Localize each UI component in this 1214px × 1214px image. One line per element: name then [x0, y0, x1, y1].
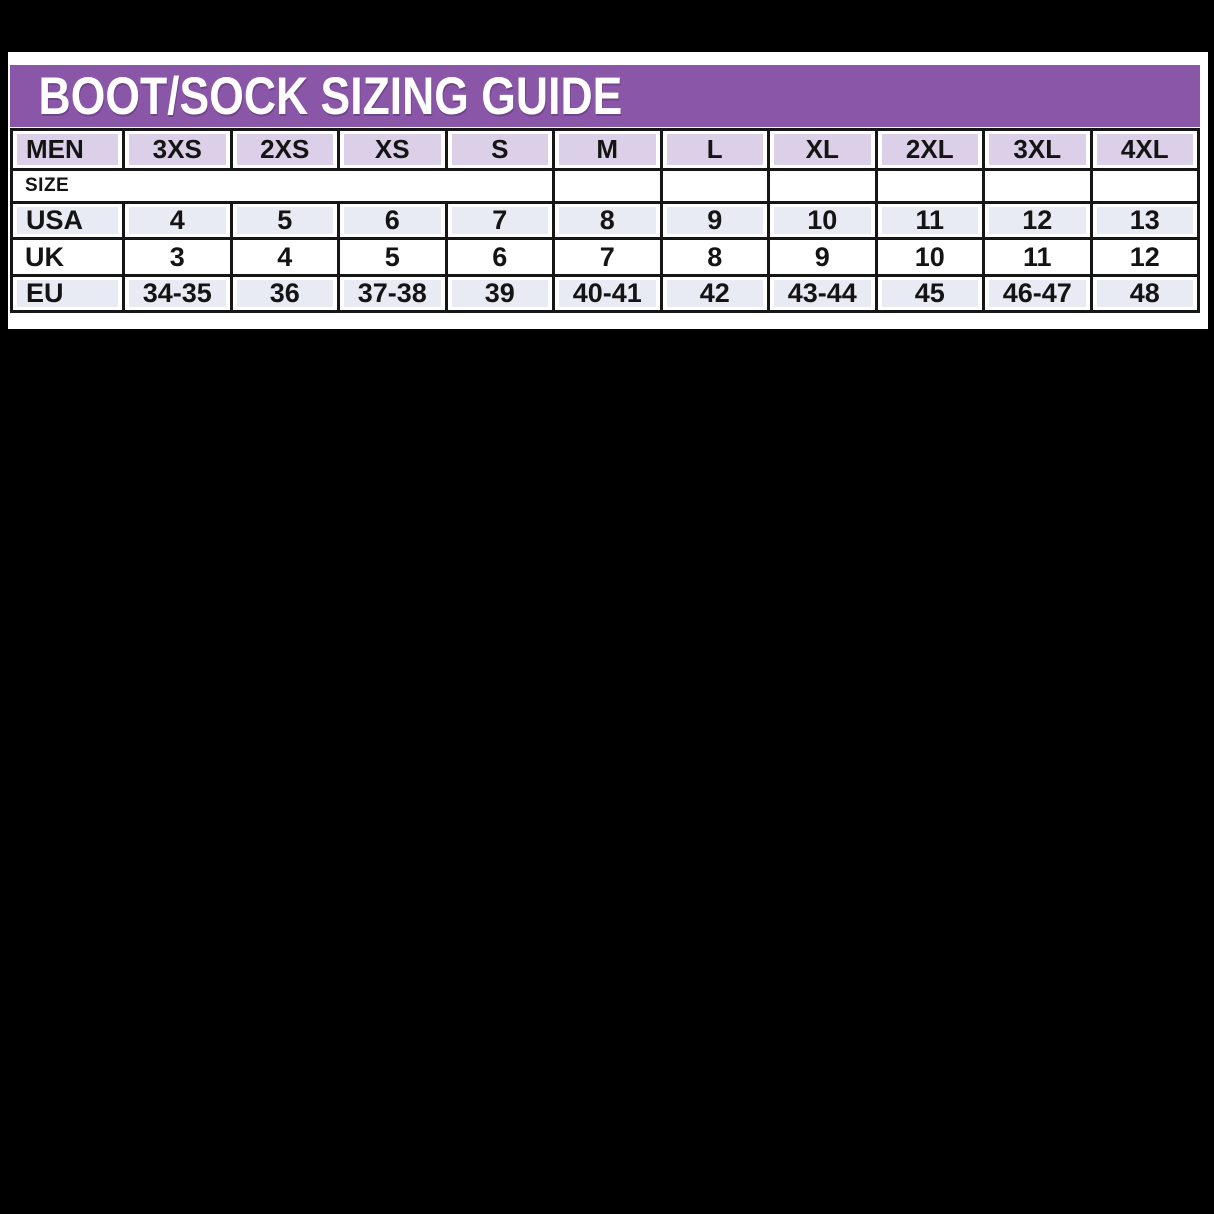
row-label-cell [12, 276, 124, 312]
size-header-cell [769, 130, 877, 170]
data-cell-value: 36 [237, 280, 334, 307]
data-cell [876, 276, 984, 312]
data-cell [1091, 276, 1199, 312]
header-cell-label: 2XL [882, 134, 979, 165]
header-row [12, 130, 1199, 170]
data-cell-value: 48 [1097, 280, 1194, 307]
data-cell: 12 [1091, 239, 1199, 276]
page-title: BOOT/SOCK SIZING GUIDE [38, 66, 623, 126]
data-cell-value: 12 [989, 207, 1086, 234]
data-cell [984, 276, 1092, 312]
table-row-size [12, 170, 1199, 203]
header-cell-label: XL [774, 134, 871, 165]
data-cell: 7 [554, 239, 662, 276]
data-cell [984, 170, 1092, 203]
data-cell [339, 203, 447, 239]
data-cell-value: 6 [344, 207, 441, 234]
row-label-cell: UK [12, 239, 124, 276]
data-cell: 6 [446, 239, 554, 276]
data-cell-value: 10 [774, 207, 871, 234]
data-cell-value: 4 [129, 207, 226, 234]
header-cell-label: 4XL [1097, 134, 1194, 165]
header-cell-label: L [667, 134, 764, 165]
size-header-cell [876, 130, 984, 170]
size-header-cell [661, 130, 769, 170]
data-cell-value: 5 [237, 207, 334, 234]
title-bar [10, 65, 1200, 127]
data-cell-value: 37-38 [344, 280, 441, 307]
size-header-cell [124, 130, 232, 170]
data-cell-value: 8 [559, 207, 656, 234]
data-cell-value: 11 [882, 207, 979, 234]
data-cell [554, 276, 662, 312]
header-cell-label: XS [344, 134, 441, 165]
data-cell [1091, 170, 1199, 203]
data-cell-value: 9 [667, 207, 764, 234]
data-cell [769, 170, 877, 203]
data-cell [876, 170, 984, 203]
row-label: EU [17, 280, 118, 307]
data-cell: 4 [231, 239, 339, 276]
data-cell [769, 203, 877, 239]
data-cell: 9 [769, 239, 877, 276]
data-cell-value: 39 [452, 280, 549, 307]
data-cell [446, 276, 554, 312]
header-cell-label: 3XS [129, 134, 226, 165]
table-row-uk [12, 239, 1199, 276]
data-cell-value: 45 [882, 280, 979, 307]
sizing-table [10, 128, 1200, 313]
header-cell-label: MEN [17, 134, 118, 165]
data-cell-value: 43-44 [774, 280, 871, 307]
header-cell-label: 2XS [237, 134, 334, 165]
data-cell-value: 42 [667, 280, 764, 307]
size-header-cell [1091, 130, 1199, 170]
data-cell: 5 [339, 239, 447, 276]
table-row-eu [12, 276, 1199, 312]
data-cell [554, 170, 662, 203]
header-cell-label: M [559, 134, 656, 165]
size-header-cell [554, 130, 662, 170]
corner-header-cell-men [12, 130, 124, 170]
size-header-cell [446, 130, 554, 170]
row-label-cell: SIZE [12, 170, 554, 203]
data-cell [339, 276, 447, 312]
data-cell-value: 7 [452, 207, 549, 234]
data-cell: 11 [984, 239, 1092, 276]
data-cell-value: 34-35 [129, 280, 226, 307]
sizing-guide-panel [8, 52, 1208, 329]
data-cell [231, 276, 339, 312]
data-cell [661, 203, 769, 239]
data-cell-value: 46-47 [989, 280, 1086, 307]
data-cell [446, 203, 554, 239]
data-cell-value: 13 [1097, 207, 1194, 234]
table-row-usa [12, 203, 1199, 239]
size-header-cell [231, 130, 339, 170]
data-cell [554, 203, 662, 239]
data-cell [124, 203, 232, 239]
data-cell [984, 203, 1092, 239]
data-cell [876, 203, 984, 239]
data-cell: 8 [661, 239, 769, 276]
row-label: USA [17, 207, 118, 234]
data-cell [231, 203, 339, 239]
row-label-cell [12, 203, 124, 239]
header-cell-label: S [452, 134, 549, 165]
header-cell-label: 3XL [989, 134, 1086, 165]
data-cell: 3 [124, 239, 232, 276]
size-header-cell [339, 130, 447, 170]
data-cell [661, 170, 769, 203]
data-cell-value: 40-41 [559, 280, 656, 307]
data-cell [769, 276, 877, 312]
data-cell [1091, 203, 1199, 239]
data-cell: 10 [876, 239, 984, 276]
data-cell [661, 276, 769, 312]
data-cell [124, 276, 232, 312]
size-header-cell [984, 130, 1092, 170]
